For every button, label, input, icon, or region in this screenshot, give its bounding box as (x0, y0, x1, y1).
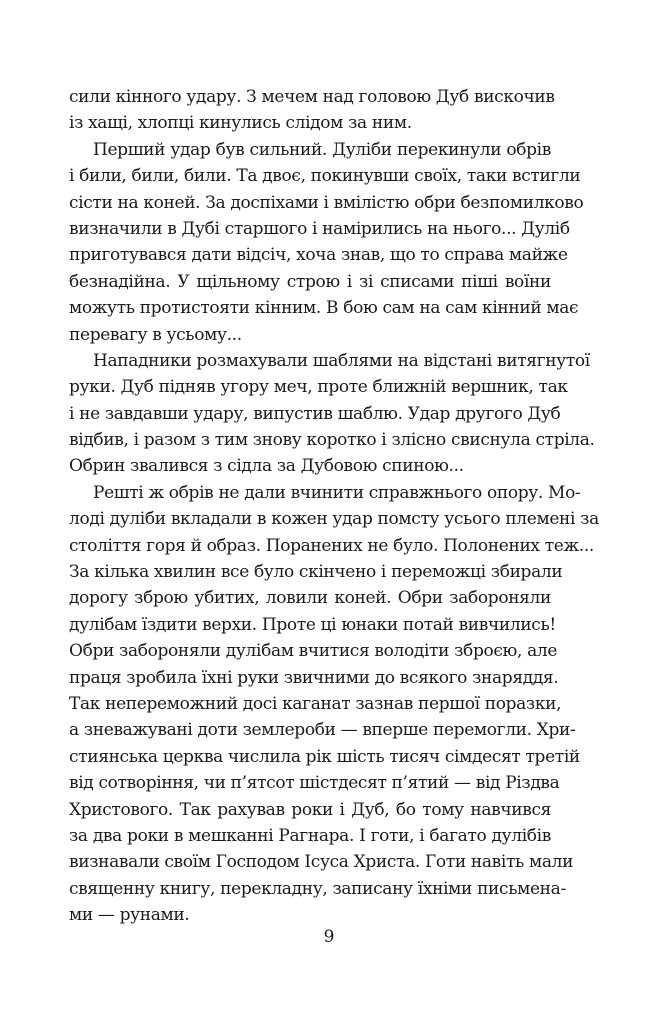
text-line: сісти на коней. За доспіхами і вмілістю обри безпомилково (69, 192, 584, 213)
text-line: За кілька хвилин все було скінчено і переможці збирали (69, 562, 563, 583)
text-line: Решті ж обрів не дали вчинити справжнього опору. Мо- (93, 482, 581, 503)
text-line: праця зробила їхні руки звичними до всякого знаряддя. (69, 667, 559, 688)
text-line: ми — рунами. (69, 905, 190, 926)
text-line: Перший удар був сильний. Дуліби перекинули обрів (93, 139, 551, 160)
text-line: від сотворіння, чи п’ятсот шістдесят п’ятий — від Різдва (69, 773, 560, 794)
page-body (69, 84, 599, 929)
text-line: Нападники розмахували шаблями на відстані витягнутої (93, 350, 590, 371)
text-line: священну книгу, перекладну, записану їхніми письмена- (69, 878, 566, 899)
text-line: руки. Дуб підняв угору меч, проте ближній вершник, так (69, 377, 568, 398)
text-line: Так непереможний досі каганат зазнав першої поразки, (69, 693, 562, 714)
text-line: дулібам їздити верхи. Проте ці юнаки потай вивчились! (69, 614, 556, 635)
text-line: століття горя й образ. Поранених не було. Полонених теж... (69, 535, 594, 556)
paragraph (69, 137, 584, 348)
paragraph (69, 480, 599, 929)
paragraph (69, 84, 555, 137)
text-line: безнадійна. У щільному строю і зі списами піші воїни (69, 271, 551, 292)
text-line: і били, били, били. Та двоє, покинувши своїх, таки встигли (69, 166, 581, 187)
text-line: визнавали своїм Господом Ісуса Христа. Готи навіть мали (69, 852, 574, 873)
text-line: і не завдавши удару, випустив шаблю. Удар другого Дуб (69, 403, 561, 424)
text-line: можуть протистояти кінним. В бою сам на сам кінний має (69, 298, 579, 319)
text-line: сили кінного удару. З мечем над головою Дуб вискочив (69, 87, 555, 107)
text-line: дорогу зброю убитих, ловили коней. Обри забороняли (69, 588, 551, 609)
text-line: стиянська церква числила рік шість тисяч сімдесят третій (69, 746, 580, 767)
paragraph (69, 348, 595, 480)
text-line: а зневажувані доти землероби — вперше перемогли. Хри- (69, 720, 576, 741)
text-line: із хащі, хлопці кинулись слідом за ним. (69, 113, 412, 134)
text-line: перевагу в усьому... (69, 324, 242, 345)
text-line: Обрин звалився з сідла за Дубовою спиною... (69, 456, 464, 477)
text-line: лоді дуліби вкладали в кожен удар помсту усього племені за (69, 509, 599, 530)
text-line: Христового. Так рахував роки і Дуб, бо тому навчився (69, 799, 551, 820)
text-line: приготувався дати відсіч, хоча знав, що то справа майже (69, 245, 568, 266)
page-number: 9 (323, 927, 335, 947)
text-line: відбив, і разом з тим знову коротко і злісно свиснула стріла. (69, 430, 595, 451)
text-line: визначили в Дубі старшого і намірились на нього... Дуліб (69, 218, 570, 239)
text-line: Обри забороняли дулібам вчитися володіти зброєю, але (69, 641, 558, 662)
text-line: за два роки в мешканні Рагнара. І готи, і багато дулібів (69, 825, 551, 846)
